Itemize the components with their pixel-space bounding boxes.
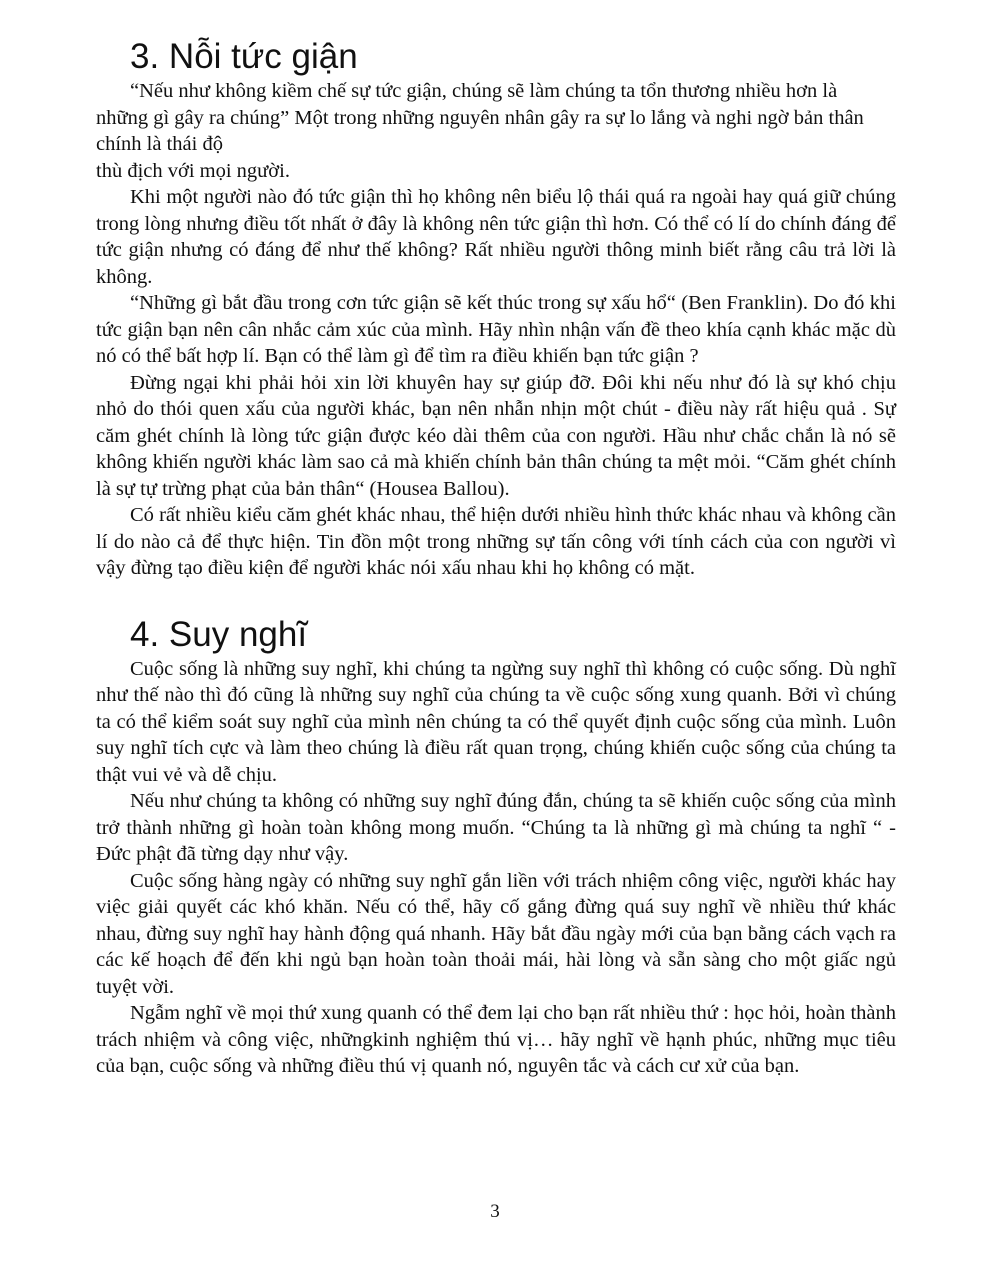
paragraph: Ngẫm nghĩ về mọi thứ xung quanh có thể đem lại cho bạn rất nhiều thứ : học hỏi, hoàn thành trách nhiệm và công việc, nhữngkinh nghiệm thú vị… hãy nghĩ về hạnh phúc, những mục tiêu của bạn, cuộc sống và những điều thú vị quanh nó, nguyên tắc và cách cư xử của bạn. <box>96 1002 896 1077</box>
paragraph: Cuộc sống hàng ngày có những suy nghĩ gắn liền với trách nhiệm công việc, người khác hay việc giải quyết các khó khăn. Nếu có thể, hãy cố gắng đừng quá suy nghĩ về nhiều thứ khác nhau, đừng suy nghĩ hay hành động quá nhanh. Hãy bắt đầu ngày mới của bạn bằng cách vạch ra các kế hoạch để đến khi ngủ bạn hoàn toàn thoải mái, hài lòng và sẵn sàng cho một giấc ngủ tuyệt vời. <box>96 869 896 998</box>
paragraph: Nếu như chúng ta không có những suy nghĩ đúng đắn, chúng ta sẽ khiến cuộc sống của mình trở thành những gì hoàn toàn không mong muốn. “Chúng ta là những gì mà chúng ta nghĩ “ - Đức phật đã từng dạy như vậy. <box>96 790 896 865</box>
paragraph: Khi một người nào đó tức giận thì họ không nên biểu lộ thái quá ra ngoài hay quá giữ chúng trong lòng nhưng điều tốt nhất ở đây là không nên tức giận thì hơn. Có thể có lí do chính đáng để tức giận nhưng có đáng để như thế không? Rất nhiều người thông minh biết rằng câu trả lời là không. <box>96 186 896 288</box>
paragraph: Có rất nhiều kiểu căm ghét khác nhau, thể hiện dưới nhiều hình thức khác nhau và không cần lí do nào cả để thực hiện. Tin đồn một trong những sự tấn công với tính cách của con người vì vậy đừng tạo điều kiện để người khác nói xấu nhau khi họ không có mặt. <box>96 504 896 579</box>
document-page <box>96 36 896 1080</box>
section-heading-thinking: 4. Suy nghĩ <box>130 614 308 654</box>
page-number: 3 <box>490 1201 500 1222</box>
section-heading-anger: 3. Nỗi tức giận <box>130 37 358 76</box>
paragraph: “Những gì bắt đầu trong cơn tức giận sẽ kết thúc trong sự xấu hổ“ (Ben Franklin). Do đó khi tức giận bạn nên cân nhắc cảm xúc của mình. Hãy nhìn nhận vấn đề theo khía cạnh khác mặc dù nó có thể bất hợp lí. Bạn có thể làm gì để tìm ra điều khiến bạn tức giận ? <box>96 292 896 367</box>
paragraph-continuation: thù địch với mọi người. <box>96 159 290 182</box>
paragraph: “Nếu như không kiềm chế sự tức giận, chúng sẽ làm chúng ta tổn thương nhiều hơn là những gì gây ra chúng” Một trong những nguyên nhân gây ra sự lo lắng và nghi ngờ bản thân chính là thái độ <box>96 80 864 155</box>
paragraph: Đừng ngại khi phải hỏi xin lời khuyên hay sự giúp đỡ. Đôi khi nếu như đó là sự khó chịu nhỏ do thói quen xấu của người khác, bạn nên nhẫn nhịn một chút - điều này rất hiệu quả . Sự căm ghét chính là lòng tức giận được kéo dài thêm của con người. Hầu như chắc chắn là nó sẽ không khiến người khác làm sao cả mà khiến chính bản thân chúng ta mệt mỏi. “Căm ghét chính là sự tự trừng phạt của bản thân“ (Housea Ballou). <box>96 371 896 500</box>
paragraph: Cuộc sống là những suy nghĩ, khi chúng ta ngừng suy nghĩ thì không có cuộc sống. Dù nghĩ như thế nào thì đó cũng là những suy nghĩ của chúng ta về cuộc sống xung quanh. Bởi vì chúng ta có thể kiểm soát suy nghĩ của mình nên chúng ta có thể quyết định cuộc sống của mình. Luôn suy nghĩ tích cực và làm theo chúng là điều rất quan trọng, chúng khiến cuộc sống của chúng ta thật vui vẻ và dễ chịu. <box>96 657 896 786</box>
